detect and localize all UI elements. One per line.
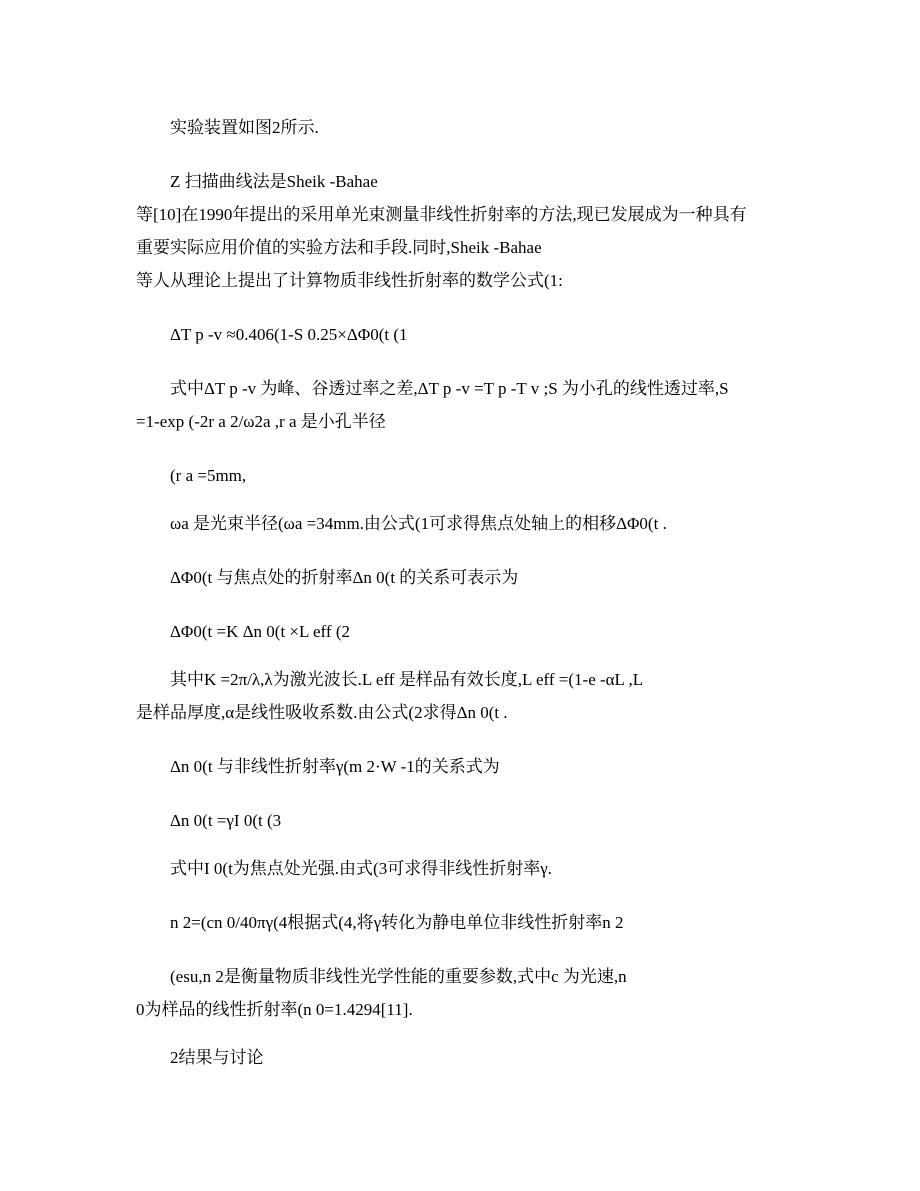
paragraph-transmittance-line-2: =1-exp (-2r a 2/ω2a ,r a 是小孔半径 <box>136 412 386 431</box>
paragraph-intensity: 式中I 0(t为焦点处光强.由式(3可求得非线性折射率γ. <box>170 859 552 878</box>
paragraph-phase-shift-relation: ΔΦ0(t 与焦点处的折射率Δn 0(t 的关系可表示为 <box>170 568 519 587</box>
equation-4: n 2=(cn 0/40πγ(4根据式(4,将γ转化为静电单位非线性折射率n 2 <box>170 913 624 932</box>
paragraph-zscan-line-1: Z 扫描曲线法是Sheik -Bahae <box>170 172 378 191</box>
paragraph-transmittance-line-1: 式中ΔT p -v 为峰、谷透过率之差,ΔT p -v =T p -T v ;S 为小孔的线性透过率,S <box>170 379 729 398</box>
equation-2: ΔΦ0(t =K Δn 0(t ×L eff (2 <box>170 622 350 641</box>
equation-3: Δn 0(t =γI 0(t (3 <box>170 811 282 830</box>
paragraph-aperture-radius: (r a =5mm, <box>170 466 247 485</box>
paragraph-nonlinear-relation: Δn 0(t 与非线性折射率γ(m 2·W -1的关系式为 <box>170 757 500 776</box>
paragraph-zscan-line-2: 等[10]在1990年提出的采用单光束测量非线性折射率的方法,现已发展成为一种具有 <box>136 205 747 224</box>
paragraph-wavenumber-line-2: 是样品厚度,α是线性吸收系数.由公式(2求得Δn 0(t . <box>136 703 508 722</box>
equation-1: ΔT p -v ≈0.406(1-S 0.25×ΔΦ0(t (1 <box>170 325 408 344</box>
paragraph-zscan-line-3: 重要实际应用价值的实验方法和手段.同时,Sheik -Bahae <box>136 238 542 257</box>
paragraph-zscan-line-4: 等人从理论上提出了计算物质非线性折射率的数学公式(1: <box>136 271 563 290</box>
paragraph-setup: 实验装置如图2所示. <box>170 118 319 137</box>
paragraph-esu-line-2: 0为样品的线性折射率(n 0=1.4294[11]. <box>136 1000 413 1019</box>
paragraph-wavenumber-line-1: 其中K =2π/λ,λ为激光波长.L eff 是样品有效长度,L eff =(1-e -αL ,L <box>170 670 644 689</box>
paragraph-esu-line-1: (esu,n 2是衡量物质非线性光学性能的重要参数,式中c 为光速,n <box>170 967 627 986</box>
paragraph-beam-radius: ωa 是光束半径(ωa =34mm.由公式(1可求得焦点处轴上的相移ΔΦ0(t . <box>170 514 667 533</box>
section-heading-results: 2结果与讨论 <box>170 1048 264 1067</box>
